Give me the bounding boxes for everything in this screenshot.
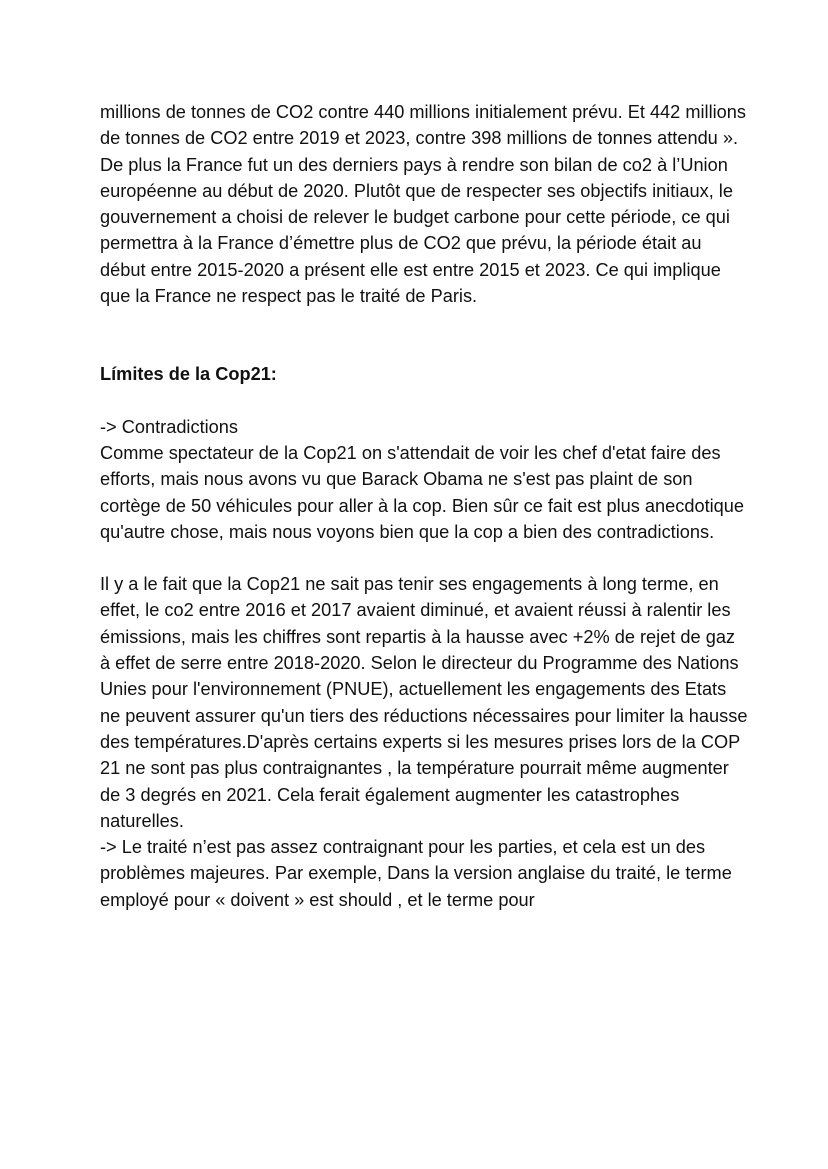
document-page (100, 99, 750, 913)
section-heading: Límites de la Cop21: (100, 364, 277, 385)
paragraph-commitments: Il y a le fait que la Cop21 ne sait pas tenir ses engagements à long terme, en effet, le co2 entre 2016 et 2017 avaient diminué, et avaient réussi à ralentir les émissions, mais les chiffres sont repartis à la hausse avec +2% de rejet de gaz à effet de serre entre 2018-2020. Selon le directeur du Programme des Nations Unies pour l'environnement (PNUE), actuellement les engagements des Etats ne peuvent assurer qu'un tiers des réductions nécessaires pour limiter la hausse des températures.D'après certains experts si les mesures prises lors de la COP 21 ne sont pas plus contraignantes , la température pourrait même augmenter de 3 degrés en 2021. Cela ferait également augmenter les catastrophes naturelles. (100, 574, 748, 831)
paragraph-treaty-constraints: -> Le traité n’est pas assez contraignant pour les parties, et cela est un des problèmes majeures. Par exemple, Dans la version anglaise du traité, le terme employé pour « doivent » est should , et le terme pour (100, 837, 732, 910)
paragraph-carbon-budget: De plus la France fut un des derniers pays à rendre son bilan de co2 à l’Union européenne au début de 2020. Plutôt que de respecter ses objectifs initiaux, le gouvernement a choisi de relever le budget carbone pour cette période, ce qui permettra à la France d’émettre plus de CO2 que prévu, la période était au début entre 2015-2020 a présent elle est entre 2015 et 2023. Ce qui implique que la France ne respect pas le traité de Paris. (100, 154, 733, 307)
spacer (100, 388, 750, 414)
paragraph-emissions: millions de tonnes de CO2 contre 440 millions initialement prévu. Et 442 millions de tonnes de CO2 entre 2019 et 2023, contre 398 millions de tonnes attendu ». (100, 102, 746, 149)
spacer (100, 545, 750, 571)
spacer (100, 309, 750, 361)
subheading-contradictions: -> Contradictions (100, 416, 238, 437)
paragraph-contradictions: Comme spectateur de la Cop21 on s'attendait de voir les chef d'etat faire des efforts, mais nous avons vu que Barack Obama ne s'est pas plaint de son cortège de 50 véhicules pour aller à la cop. Bien sûr ce fait est plus anecdotique qu'autre chose, mais nous voyons bien que la cop a bien des contradictions. (100, 442, 745, 542)
